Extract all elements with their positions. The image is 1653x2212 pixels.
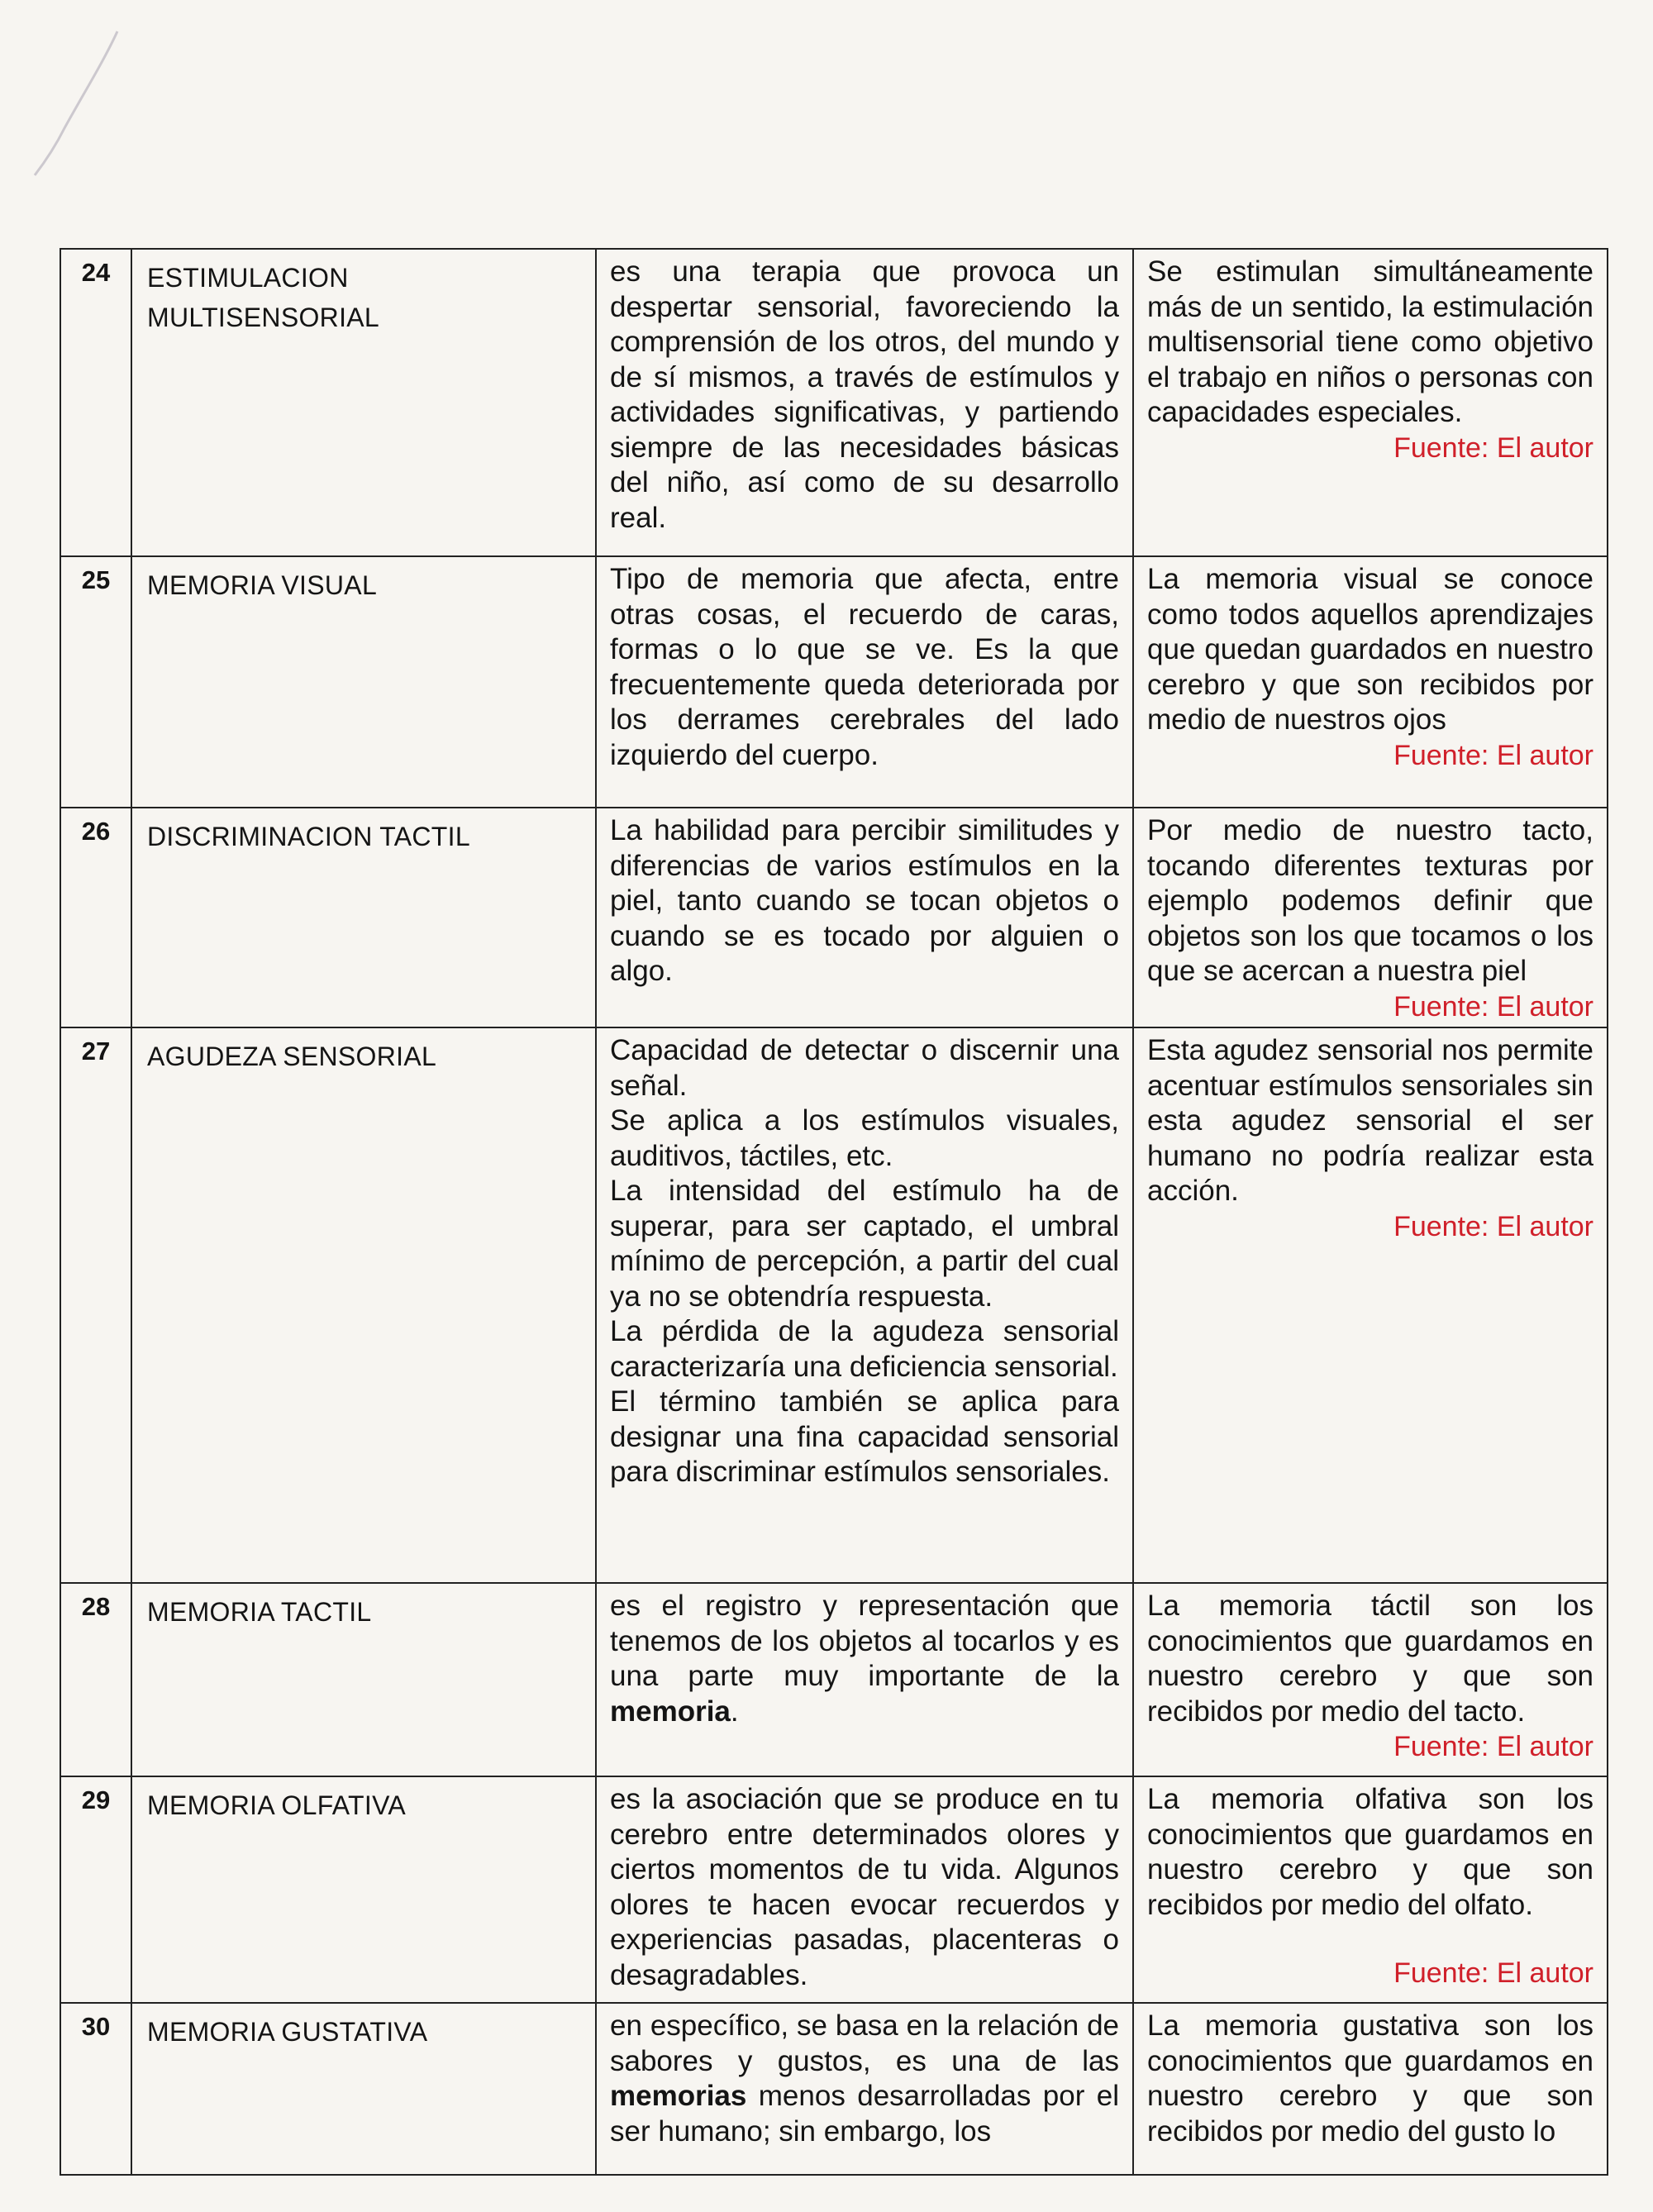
definition-paragraph: La intensidad del estímulo ha de superar, para ser captado, el umbral mínimo de percepción, a partir del cual ya no se obtendría respuesta. — [610, 1175, 1119, 1313]
definition-cell: es la asociación que se produce en tu cerebro entre determinados olores y ciertos momentos de tu vida. Algunos olores te hacen evocar recuerdos y experiencias pasadas, placenteras o desagradables. — [596, 1776, 1133, 2003]
definition-text: es el registro y representación que tenemos de los objetos al tocarlos y es una parte muy importante de la — [610, 1590, 1119, 1692]
term-cell: MEMORIA TACTIL — [131, 1583, 596, 1776]
definition-paragraph: La pérdida de la agudeza sensorial caracterizaría una deficiencia sensorial. — [610, 1315, 1119, 1383]
note-cell — [1133, 1583, 1608, 1776]
definition-cell: La habilidad para percibir similitudes y diferencias de varios estímulos en la piel, tanto cuando se tocan objetos o cuando se es tocado por alguien o algo. — [596, 808, 1133, 1027]
definition-paragraph: Capacidad de detectar o discernir una señal. — [610, 1034, 1119, 1102]
note-cell — [1133, 556, 1608, 808]
term-cell: MEMORIA OLFATIVA — [131, 1776, 596, 2003]
definition-text: en específico, se basa en la relación de sabores y gustos, es una de las — [610, 2009, 1119, 2077]
definition-bold-term: memoria — [610, 1695, 731, 1728]
table-row — [60, 808, 1608, 1027]
note-text: La memoria visual se conoce como todos aquellos aprendizajes que quedan guardados en nuestro cerebro y que son recibidos por medio de nuestros ojos — [1147, 563, 1593, 736]
term-cell: AGUDEZA SENSORIAL — [131, 1027, 596, 1583]
row-number: 24 — [60, 249, 131, 556]
term-cell: MEMORIA GUSTATIVA — [131, 2003, 596, 2175]
definition-text-end: . — [730, 1695, 739, 1728]
note-text: La memoria olfativa son los conocimientos que guardamos en nuestro cerebro y que son recibidos por medio del olfato. — [1147, 1783, 1593, 1921]
definition-paragraph: El término también se aplica para designar una fina capacidad sensorial para discriminar estímulos sensoriales. — [610, 1385, 1119, 1488]
term-cell: ESTIMULACION MULTISENSORIAL — [131, 249, 596, 556]
note-text: Esta agudez sensorial nos permite acentuar estímulos sensoriales sin esta agudez sensorial el ser humano no podría realizar esta acción. — [1147, 1034, 1593, 1207]
table-row — [60, 1583, 1608, 1776]
pen-stroke-mark — [25, 17, 124, 182]
source-label: Fuente: El autor — [1393, 431, 1593, 464]
definition-cell: es una terapia que provoca un despertar sensorial, favoreciendo la comprensión de los otros, del mundo y de sí mismos, a través de estímulos y actividades significativas, y partiendo siempre de las necesidades básicas del niño, así como de su desarrollo real. — [596, 249, 1133, 556]
table-row — [60, 249, 1608, 556]
note-cell — [1133, 1027, 1608, 1583]
row-number: 30 — [60, 2003, 131, 2175]
note-text: Por medio de nuestro tacto, tocando diferentes texturas por ejemplo podemos definir que objetos son los que tocamos o los que se acercan a nuestra piel — [1147, 814, 1593, 987]
definition-bold-term: memorias — [610, 2080, 747, 2112]
note-cell — [1133, 2003, 1608, 2175]
source-label: Fuente: El autor — [1393, 990, 1593, 1023]
note-text: La memoria táctil son los conocimientos que guardamos en nuestro cerebro y que son recibidos por medio del tacto. — [1147, 1590, 1593, 1728]
definition-text-end: menos desarrolladas por el ser humano; sin embargo, los — [610, 2080, 1119, 2148]
source-label: Fuente: El autor — [1393, 1210, 1593, 1242]
definition-paragraph: Se aplica a los estímulos visuales, auditivos, táctiles, etc. — [610, 1104, 1119, 1172]
row-number: 28 — [60, 1583, 131, 1776]
row-number: 29 — [60, 1776, 131, 2003]
glossary-table — [60, 248, 1608, 2176]
definition-cell — [596, 1583, 1133, 1776]
definition-cell — [596, 1027, 1133, 1583]
table-row — [60, 2003, 1608, 2175]
note-text: Se estimulan simultáneamente más de un sentido, la estimulación multisensorial tiene como objetivo el trabajo en niños o personas con capacidades especiales. — [1147, 255, 1593, 428]
table-row — [60, 1776, 1608, 2003]
row-number: 26 — [60, 808, 131, 1027]
definition-cell: Tipo de memoria que afecta, entre otras cosas, el recuerdo de caras, formas o lo que se ve. Es la que frecuentemente queda deteriorada por los derrames cerebrales del lado izquierdo del cuerpo. — [596, 556, 1133, 808]
term-cell: MEMORIA VISUAL — [131, 556, 596, 808]
note-cell — [1133, 808, 1608, 1027]
table-row — [60, 1027, 1608, 1583]
source-label: Fuente: El autor — [1393, 1731, 1593, 1762]
row-number: 27 — [60, 1027, 131, 1583]
source-label: Fuente: El autor — [1393, 1957, 1593, 1989]
source-label: Fuente: El autor — [1393, 739, 1593, 771]
note-text: La memoria gustativa son los conocimientos que guardamos en nuestro cerebro y que son recibidos por medio del gusto lo — [1147, 2009, 1593, 2148]
note-cell — [1133, 249, 1608, 556]
row-number: 25 — [60, 556, 131, 808]
table-row — [60, 556, 1608, 808]
spacer — [1147, 1923, 1593, 1956]
term-cell: DISCRIMINACION TACTIL — [131, 808, 596, 1027]
note-cell — [1133, 1776, 1608, 2003]
definition-cell — [596, 2003, 1133, 2175]
